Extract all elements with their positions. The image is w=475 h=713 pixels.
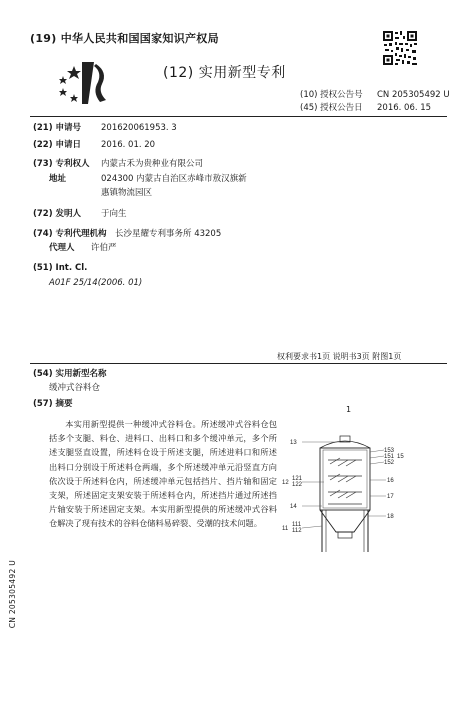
part-label-13: 13	[290, 440, 297, 446]
part-label-11: 11	[282, 526, 289, 532]
document-type-title: (12) 实用新型专利	[163, 65, 286, 81]
abstract-body: 本实用新型提供一种缓冲式谷料仓。所述缓冲式谷料仓包括多个支腿、料仓、进料口、出料口和多个缓冲单元，多个所述支腿竖直设置，所述料仓设于所述支腿，所述进料口和所述出料口分别设于所述料仓两端，多个所述缓冲单元沿竖直方向依次设于所述料仓内，所述缓冲单元包括挡片、挡片轴和固定支架，所述固定支架安装于所述料仓内，所述挡片通过所述挡片轴安装于所述固定支架。本实用新型提供的所述缓冲式谷料仓解决了现有技术的谷料仓储料易碎裂、受潮的技术问题。	[49, 419, 277, 529]
part-label-121: 121	[292, 476, 303, 482]
application-number: 201620061953. 3	[101, 123, 177, 133]
agency-label: (74) 专利代理机构	[33, 229, 107, 239]
int-cl-code: A01F 25/14(2006. 01)	[49, 278, 143, 288]
address-line-2: 惠镇物流园区	[101, 188, 153, 198]
figure-number: 1	[346, 405, 352, 414]
part-label-111: 111	[292, 522, 302, 528]
publication-number: CN 205305492 U	[377, 90, 450, 100]
abstract-label: (57) 摘要	[33, 399, 73, 409]
part-label-17: 17	[387, 494, 394, 500]
publication-number-label: (10) 授权公告号	[300, 90, 363, 100]
assignee: 内蒙古禾为贵种业有限公司	[101, 159, 204, 169]
inventor: 于向生	[101, 209, 127, 219]
part-label-152: 152	[384, 460, 395, 466]
publication-date-label: (45) 授权公告日	[300, 103, 363, 113]
application-date: 2016. 01. 20	[101, 140, 156, 150]
section-divider	[30, 363, 447, 364]
assignee-label: (73) 专利权人	[33, 159, 90, 169]
qr-code-icon	[382, 30, 418, 66]
part-label-14: 14	[290, 504, 297, 510]
part-label-12: 12	[282, 480, 289, 486]
side-publication-number: CN 205305492 U	[8, 560, 17, 629]
agency: 长沙星耀专利事务所 43205	[115, 229, 222, 239]
part-label-122: 122	[292, 482, 303, 488]
part-label-16: 16	[387, 478, 394, 484]
header-divider	[30, 116, 447, 117]
agent-label: 代理人	[49, 243, 75, 253]
grain-bin-drawing	[280, 420, 410, 570]
abstract-text	[49, 417, 277, 531]
part-label-153: 153	[384, 448, 395, 454]
issuing-office: (19) 中华人民共和国国家知识产权局	[30, 32, 219, 45]
application-number-label: (21) 申请号	[33, 123, 82, 133]
utility-model-name: 缓冲式谷料仓	[49, 383, 101, 393]
part-label-15: 15	[397, 454, 404, 460]
part-label-151: 151	[384, 454, 395, 460]
page-counts: 权利要求书1页 说明书3页 附图1页	[277, 352, 402, 361]
utility-model-name-label: (54) 实用新型名称	[33, 369, 107, 379]
address-label: 地址	[49, 174, 67, 184]
part-label-112: 112	[292, 528, 302, 534]
application-date-label: (22) 申请日	[33, 140, 82, 150]
part-label-18: 18	[387, 514, 394, 520]
publication-date: 2016. 06. 15	[377, 103, 432, 113]
address-line-1: 024300 内蒙古自治区赤峰市敖汉旗新	[101, 174, 247, 184]
inventor-label: (72) 发明人	[33, 209, 82, 219]
sipo-emblem-icon	[54, 54, 116, 108]
agent: 许伯严	[91, 243, 117, 253]
int-cl-label: (51) Int. Cl.	[33, 263, 88, 273]
